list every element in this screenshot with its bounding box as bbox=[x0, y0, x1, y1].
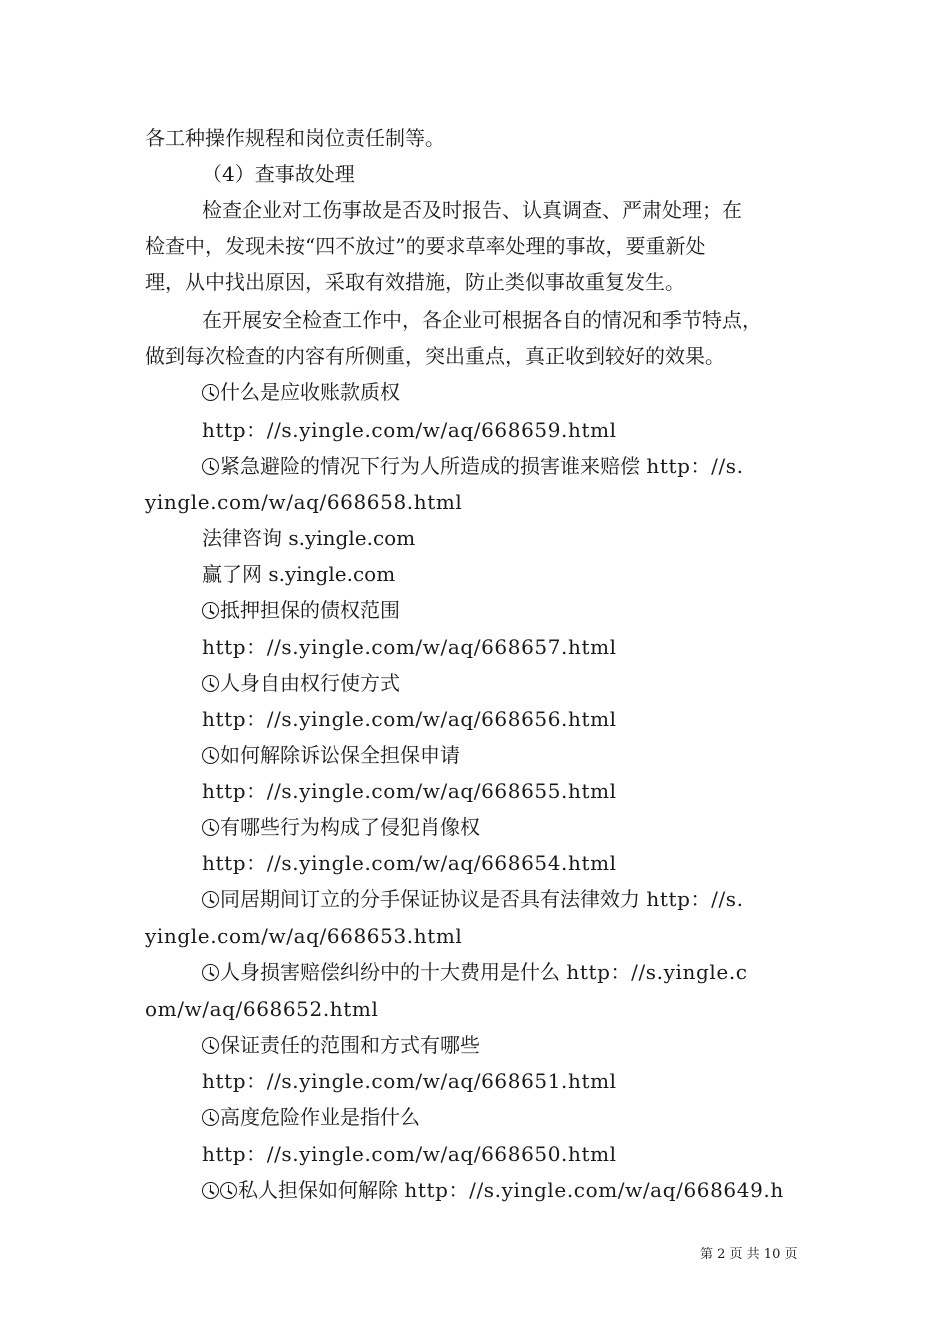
qa-title: 保证责任的范围和方式有哪些 bbox=[220, 1033, 480, 1057]
clock-icon bbox=[202, 458, 219, 475]
clock-icon bbox=[202, 891, 219, 908]
qa-title: 高度危险作业是指什么 bbox=[220, 1105, 420, 1129]
url-link[interactable]: yingle.com/w/aq/668653.html bbox=[145, 924, 463, 948]
clock-icon bbox=[220, 1182, 237, 1199]
text-line: 理，从中找出原因，采取有效措施，防止类似事故重复发生。 bbox=[145, 270, 685, 294]
qa-title: 如何解除诉讼保全担保申请 bbox=[220, 743, 460, 767]
clock-icon bbox=[202, 964, 219, 981]
url-link[interactable]: http：//s.yingle.com/w/aq/668659.html bbox=[202, 418, 617, 442]
text-line: 各工种操作规程和岗位责任制等。 bbox=[145, 126, 445, 150]
url-link[interactable]: http：//s.yingle.com/w/aq/668654.html bbox=[202, 851, 617, 875]
qa-title: 私人担保如何解除 bbox=[238, 1178, 398, 1202]
url-link[interactable]: http：//s. bbox=[646, 454, 744, 478]
qa-title: 什么是应收账款质权 bbox=[220, 380, 400, 404]
clock-icon bbox=[202, 675, 219, 692]
qa-title: 紧急避险的情况下行为人所造成的损害谁来赔偿 bbox=[220, 454, 640, 478]
text-line: 做到每次检查的内容有所侧重，突出重点，真正收到较好的效果。 bbox=[145, 344, 725, 368]
url-link[interactable]: http：//s.yingle.com/w/aq/668657.html bbox=[202, 635, 617, 659]
text-line: 检查中，发现未按“四不放过”的要求草率处理的事故，要重新处 bbox=[145, 234, 706, 258]
ad-text[interactable]: 赢了网 s.yingle.com bbox=[202, 562, 396, 586]
url-link[interactable]: http：//s.yingle.c bbox=[566, 960, 748, 984]
qa-title: 人身损害赔偿纠纷中的十大费用是什么 bbox=[220, 960, 560, 984]
url-link[interactable]: http：//s.yingle.com/w/aq/668656.html bbox=[202, 707, 617, 731]
clock-icon bbox=[202, 602, 219, 619]
clock-icon bbox=[202, 1037, 219, 1054]
url-link[interactable]: http：//s. bbox=[646, 887, 744, 911]
page-number: 第 2 页 共 10 页 bbox=[700, 1247, 798, 1262]
clock-icon bbox=[202, 1182, 219, 1199]
clock-icon bbox=[202, 819, 219, 836]
text-line: 在开展安全检查工作中，各企业可根据各自的情况和季节特点， bbox=[202, 308, 762, 332]
ad-text[interactable]: 法律咨询 s.yingle.com bbox=[202, 526, 416, 550]
url-link[interactable]: http：//s.yingle.com/w/aq/668655.html bbox=[202, 779, 617, 803]
url-link[interactable]: http：//s.yingle.com/w/aq/668650.html bbox=[202, 1142, 617, 1166]
clock-icon bbox=[202, 747, 219, 764]
url-link[interactable]: http：//s.yingle.com/w/aq/668649.h bbox=[404, 1178, 784, 1202]
qa-title: 有哪些行为构成了侵犯肖像权 bbox=[220, 815, 480, 839]
qa-title: 同居期间订立的分手保证协议是否具有法律效力 bbox=[220, 887, 640, 911]
heading-text: （4）查事故处理 bbox=[202, 162, 355, 186]
qa-title: 人身自由权行使方式 bbox=[220, 671, 400, 695]
clock-icon bbox=[202, 1109, 219, 1126]
text-line: 检查企业对工伤事故是否及时报告、认真调查、严肃处理；在 bbox=[202, 198, 742, 222]
url-link[interactable]: om/w/aq/668652.html bbox=[145, 997, 379, 1021]
url-link[interactable]: yingle.com/w/aq/668658.html bbox=[145, 490, 463, 514]
clock-icon bbox=[202, 384, 219, 401]
url-link[interactable]: http：//s.yingle.com/w/aq/668651.html bbox=[202, 1069, 617, 1093]
qa-title: 抵押担保的债权范围 bbox=[220, 598, 400, 622]
